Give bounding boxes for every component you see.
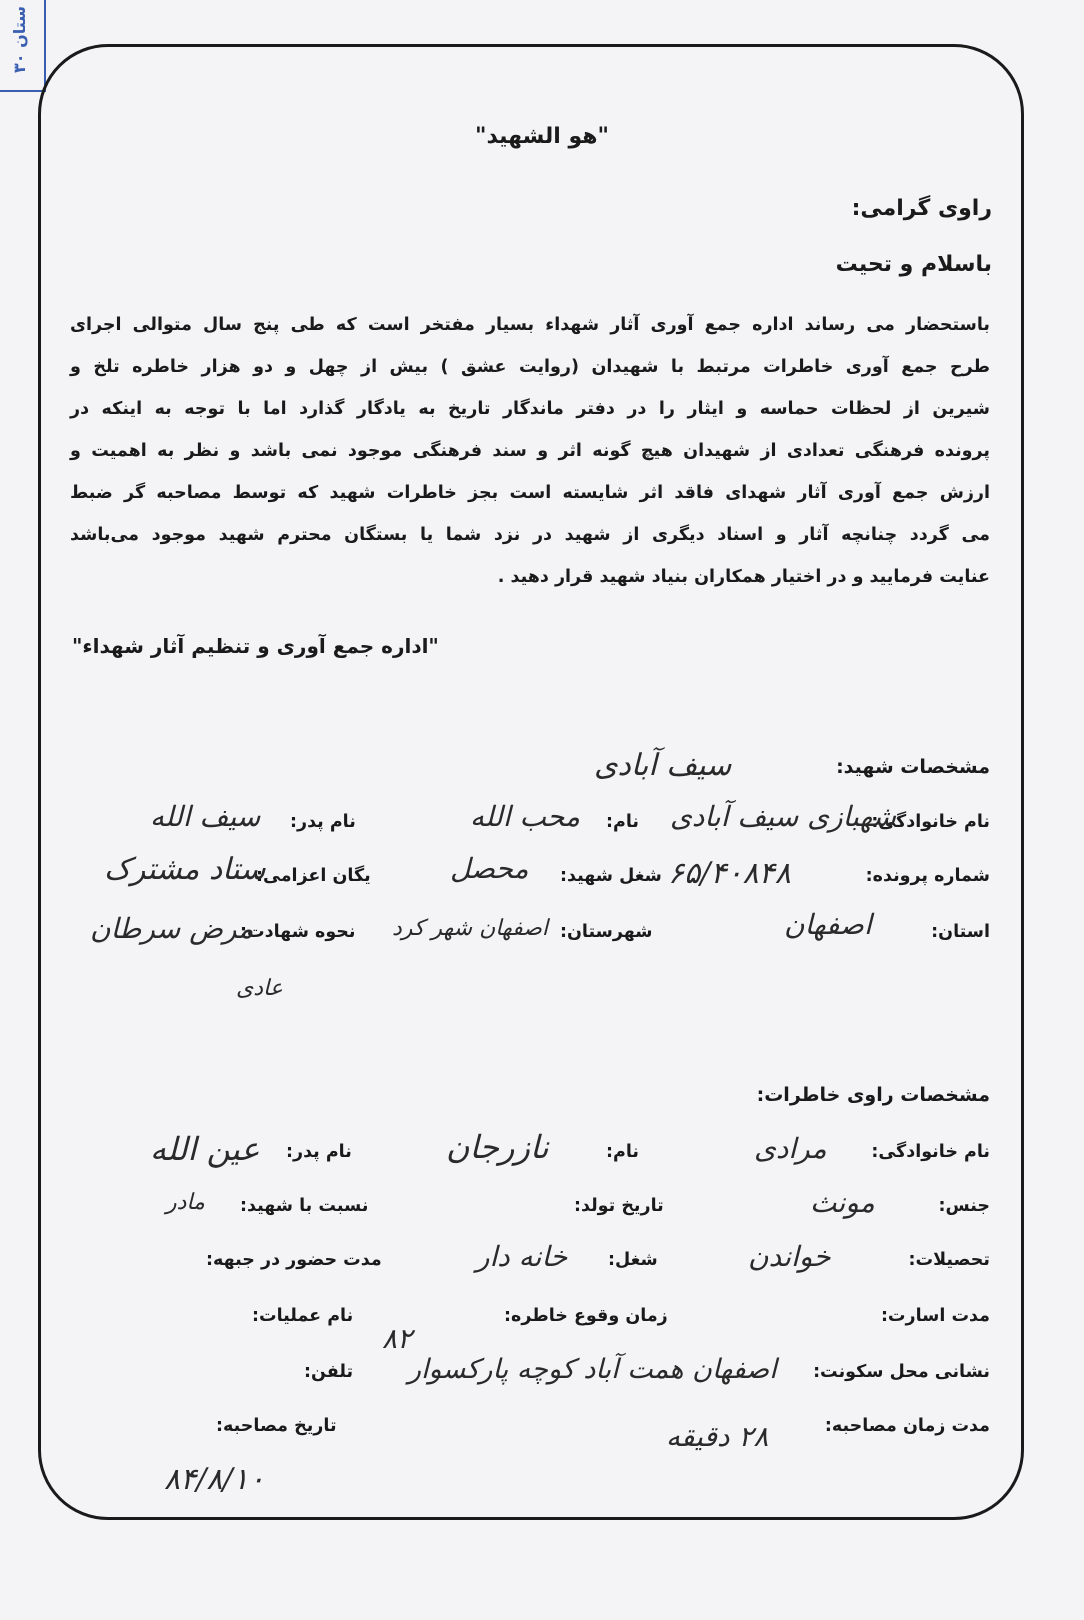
narrator-family-label: نام خانوادگی:	[871, 1142, 990, 1162]
narrator-gender-value: مونث	[810, 1186, 875, 1219]
narrator-captivity-label: مدت اسارت:	[880, 1306, 990, 1326]
narrator-address-no: ۸۲	[382, 1322, 413, 1355]
martyr-unit-label: یگان اعزامی:	[256, 866, 371, 886]
martyr-city-label: شهرستان:	[560, 922, 653, 942]
martyr-father-label: نام پدر:	[290, 812, 356, 832]
martyr-family-label: نام خانوادگی:	[871, 812, 990, 832]
narrator-relation-value: مادر	[166, 1190, 205, 1215]
narrator-phone-label: تلفن:	[304, 1362, 354, 1382]
body-paragraph	[70, 304, 990, 598]
archive-stamp	[0, 0, 46, 92]
martyr-name-value: محب الله	[470, 800, 581, 833]
body-line: طرح جمع آوری خاطرات مرتبط با شهیدان (روایت عشق ) بیش از چهل و دو هزار خاطره تلخ و	[70, 357, 990, 377]
narrator-address-value: اصفهان همت آباد کوچه پارکسوار	[408, 1354, 777, 1385]
narrator-job-value: خانه دار	[476, 1240, 568, 1273]
body-line: شیرین از لحظات حماسه و ایثار را در دفتر ماندگار تاریخ به یادگار گذارد اما با توجه به اینکه در	[70, 399, 990, 419]
body-line: می گردد چنانچه آثار و اسناد دیگری از شهید در نزد شما یا بستگان محترم شهید موجود می‌باشد	[70, 525, 990, 545]
stamp-text: ستان ۳۰	[10, 6, 29, 74]
martyr-manner-value: مرض سرطان	[90, 912, 254, 945]
narrator-father-label: نام پدر:	[286, 1142, 352, 1162]
martyr-section-title: مشخصات شهید:	[836, 756, 990, 778]
narrator-section-title: مشخصات راوی خاطرات:	[756, 1084, 990, 1106]
narrator-father-value: عین الله	[150, 1130, 260, 1168]
narrator-operation-label: نام عملیات:	[252, 1306, 354, 1326]
martyr-family-value-2: سیف آبادی	[594, 748, 732, 783]
narrator-event-time-label: زمان وقوع خاطره:	[504, 1306, 668, 1326]
martyr-job-value: محصل	[450, 852, 529, 885]
martyr-father-value: سیف الله	[150, 800, 261, 833]
narrator-date-value: ۸۴/۸/۱۰	[164, 1462, 265, 1497]
narrator-family-value: مرادی	[754, 1132, 827, 1165]
narrator-job-label: شغل:	[608, 1250, 658, 1270]
signature: "اداره جمع آوری و تنظیم آثار شهداء"	[72, 634, 439, 658]
narrator-birth-label: تاریخ تولد:	[574, 1196, 664, 1216]
body-line: پرونده فرهنگی تعدادی از شهیدان هیچ گونه اثر و سند فرهنگی موجود نمی باشد و نظر به اهمیت و	[70, 441, 990, 461]
narrator-address-label: نشانی محل سکونت:	[813, 1362, 990, 1382]
narrator-gender-label: جنس:	[938, 1196, 990, 1216]
narrator-duration-label: مدت زمان مصاحبه:	[824, 1416, 990, 1436]
martyr-job-label: شغل شهید:	[560, 866, 662, 886]
martyr-manner-extra: عادی	[236, 976, 283, 1001]
narrator-education-value: خواندن	[748, 1240, 831, 1273]
narrator-duration-value: ۲۸ دقیقه	[666, 1420, 769, 1453]
narrator-name-label: نام:	[606, 1142, 639, 1162]
body-line: ارزش جمع آوری آثار شهدای فاقد اثر شایسته است بجز خاطرات شهید که توسط مصاحبه گر ضبط	[70, 483, 990, 503]
salutation: باسلام و تحیت	[835, 252, 992, 277]
martyr-manner-label: نحوه شهادت:	[240, 922, 356, 942]
martyr-file-value: ۶۵/۴۰۸۴۸	[668, 856, 791, 891]
narrator-education-label: تحصیلات:	[908, 1250, 990, 1270]
martyr-city-value: اصفهان شهر کرد	[392, 916, 549, 941]
narrator-name-value: نازرجان	[446, 1128, 549, 1166]
martyr-file-label: شماره پرونده:	[865, 866, 990, 886]
martyr-family-value: شهبازی سیف آبادی	[670, 800, 896, 833]
page-title: "هو الشهید"	[474, 124, 610, 149]
martyr-province-value: اصفهان	[784, 908, 872, 941]
narrator-relation-label: نسبت با شهید:	[240, 1196, 369, 1216]
narrator-front-label: مدت حضور در جبهه:	[206, 1250, 382, 1270]
martyr-name-label: نام:	[606, 812, 639, 832]
narrator-date-label: تاریخ مصاحبه:	[216, 1416, 337, 1436]
greeting: راوی گرامی:	[851, 196, 992, 221]
body-line: باستحضار می رساند اداره جمع آوری آثار شهداء بسیار مفتخر است که طی پنج سال متوالی اجرای	[70, 315, 990, 335]
martyr-unit-value: ستاد مشترک	[104, 852, 266, 887]
body-line: عنایت فرمایید و در اختیار همکاران بنیاد شهید قرار دهید .	[497, 567, 990, 587]
martyr-province-label: استان:	[931, 922, 990, 942]
